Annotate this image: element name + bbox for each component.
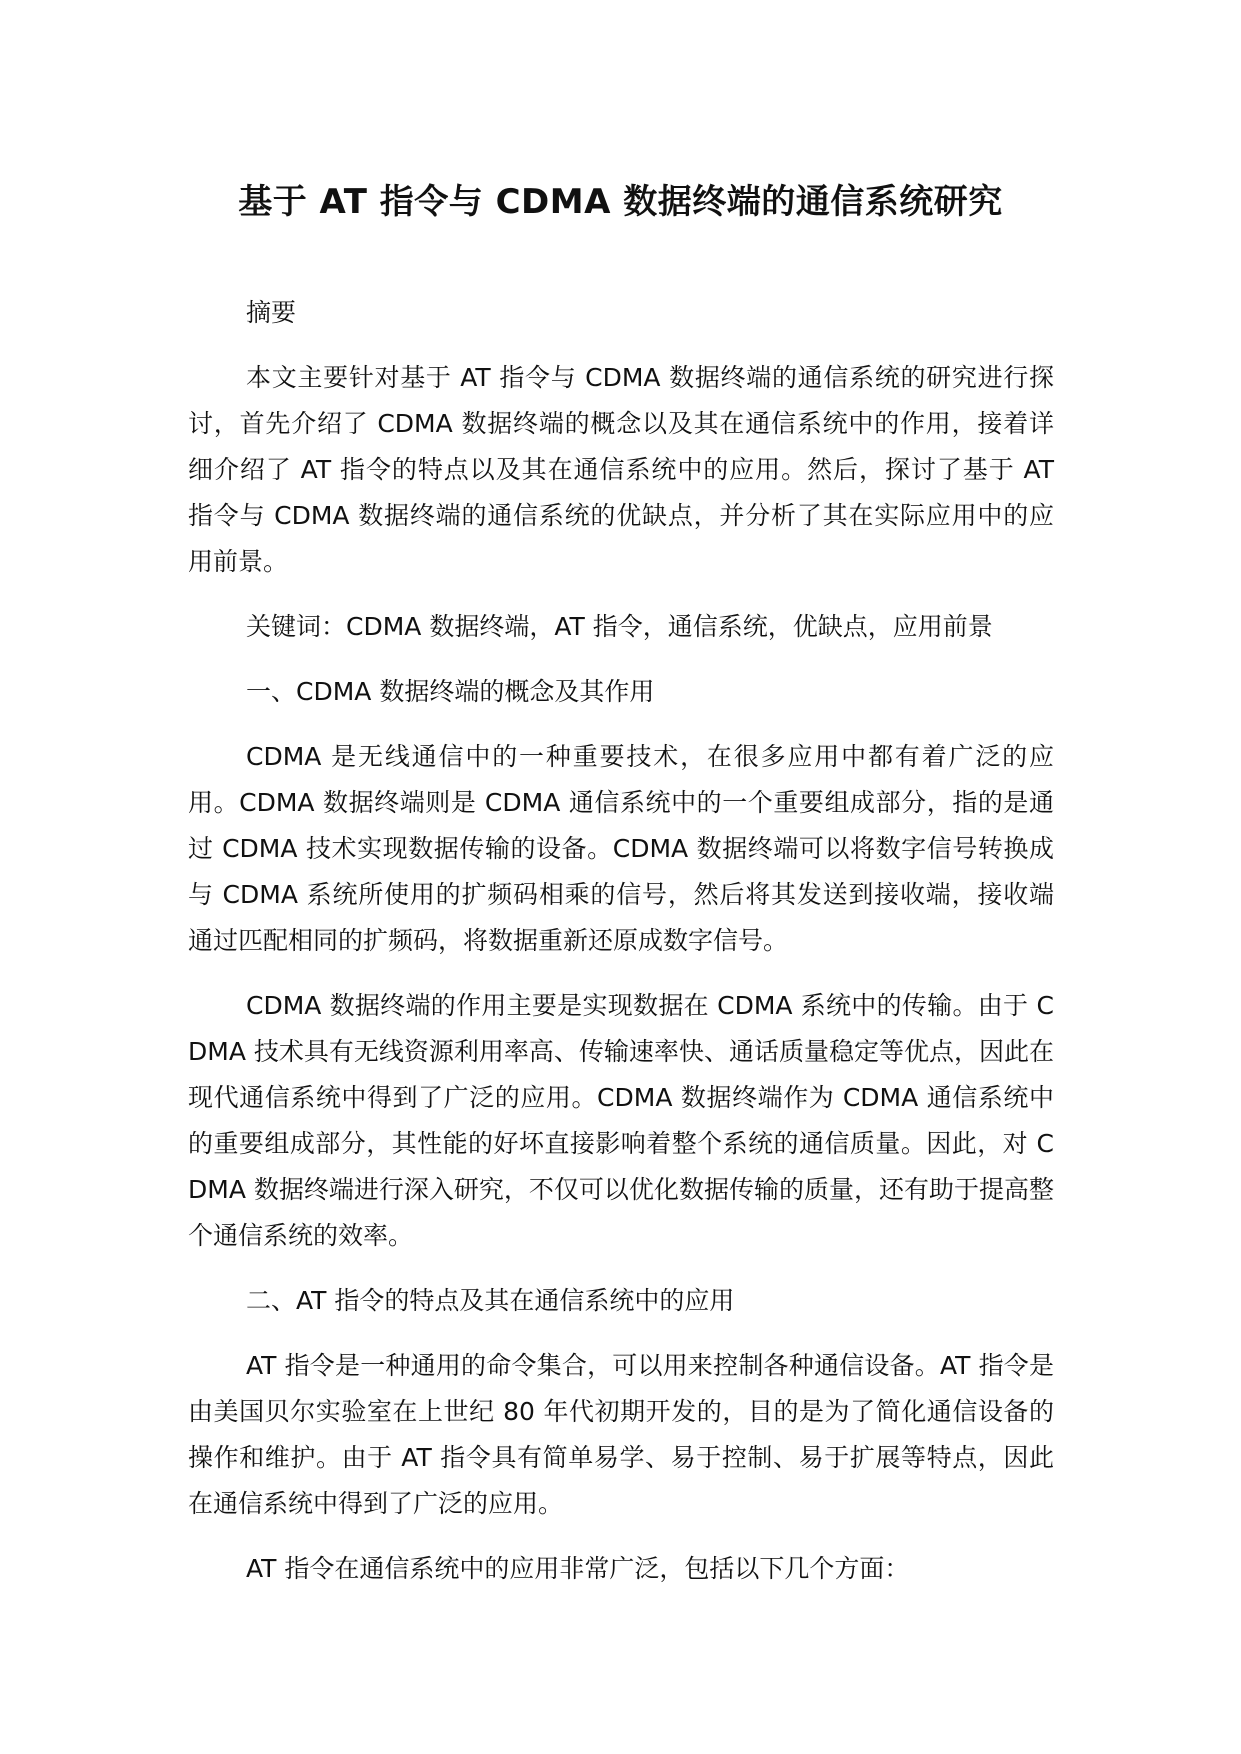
document-title: 基于 AT 指令与 CDMA 数据终端的通信系统研究: [238, 182, 1003, 222]
section-2-heading: 二、AT 指令的特点及其在通信系统中的应用: [246, 1286, 735, 1315]
document-body: [188, 290, 1054, 1611]
abstract-heading: 摘要: [246, 298, 297, 327]
section-1-paragraph-1: CDMA 是无线通信中的一种重要技术，在很多应用中都有着广泛的应用。CDMA 数据终端则是 CDMA 通信系统中的一个重要组成部分，指的是通过 CDMA 技术实现数据传输的设备。CDMA 数据终端可以将数字信号转换成与 CDMA 系统所使用的扩频码相乘的信号，然后将其发送到接收端，接收端通过匹配相同的扩频码，将数据重新还原成数字信号。: [188, 742, 1054, 955]
keywords-line: 关键词：CDMA 数据终端，AT 指令，通信系统，优缺点，应用前景: [246, 612, 993, 641]
abstract-paragraph: 本文主要针对基于 AT 指令与 CDMA 数据终端的通信系统的研究进行探讨，首先介绍了 CDMA 数据终端的概念以及其在通信系统中的作用，接着详细介绍了 AT 指令的特点以及其在通信系统中的应用。然后，探讨了基于 AT 指令与 CDMA 数据终端的通信系统的优缺点，并分析了其在实际应用中的应用前景。: [188, 363, 1054, 576]
section-2-paragraph-1: AT 指令是一种通用的命令集合，可以用来控制各种通信设备。AT 指令是由美国贝尔实验室在上世纪 80 年代初期开发的，目的是为了简化通信设备的操作和维护。由于 AT 指令具有简单易学、易于控制、易于扩展等特点，因此在通信系统中得到了广泛的应用。: [188, 1351, 1054, 1518]
section-2-paragraph-2: AT 指令在通信系统中的应用非常广泛，包括以下几个方面：: [246, 1554, 910, 1583]
section-1-paragraph-2: CDMA 数据终端的作用主要是实现数据在 CDMA 系统中的传输。由于 CDMA 技术具有无线资源利用率高、传输速率快、通话质量稳定等优点，因此在现代通信系统中得到了广泛的应用。CDMA 数据终端作为 CDMA 通信系统中的重要组成部分，其性能的好坏直接影响着整个系统的通信质量。因此，对 CDMA 数据终端进行深入研究，不仅可以优化数据传输的质量，还有助于提高整个通信系统的效率。: [188, 991, 1054, 1250]
section-1-heading: 一、CDMA 数据终端的概念及其作用: [246, 677, 655, 706]
